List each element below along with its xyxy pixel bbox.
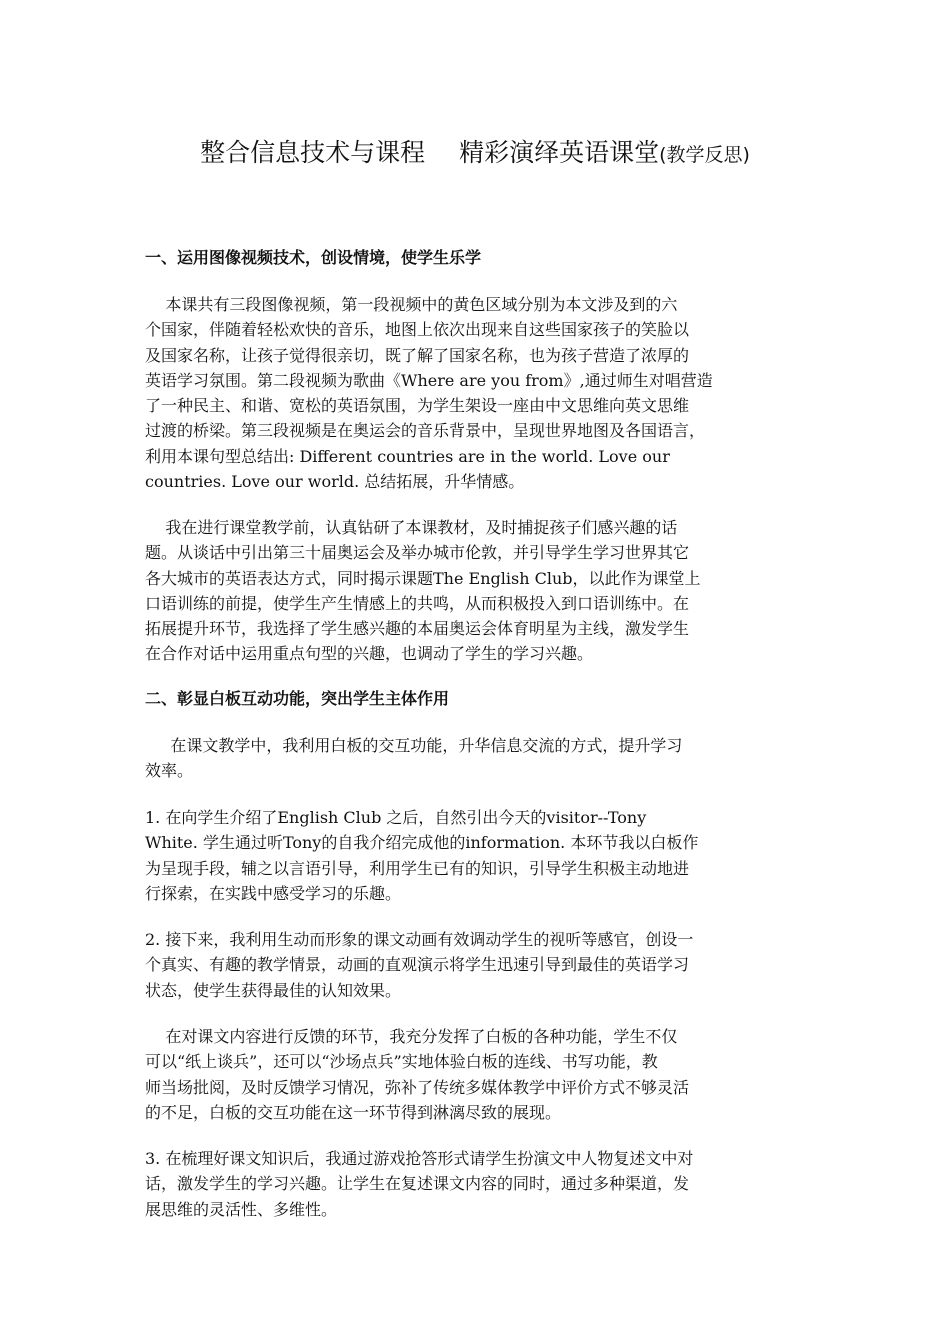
text-line: 了一种民主、和谐、宽松的英语氛围，为学生架设一座由中文思维向英文思维 xyxy=(145,396,690,416)
text-line: 可以“纸上谈兵”，还可以“沙场点兵”实地体验白板的连线、书写功能，教 xyxy=(145,1052,658,1072)
text-line: 在课文教学中，我利用白板的交互功能，升华信息交流的方式，提升学习 xyxy=(145,736,683,755)
text-line: 英语学习氛围。第二段视频为歌曲《Where are you from》,通过师生对唱营造 xyxy=(145,370,713,390)
text-line: 口语训练的前提，使学生产生情感上的共鸣，从而积极投入到口语训练中。在 xyxy=(145,593,690,613)
text-line: 过渡的桥梁。第三段视频是在奥运会的音乐背景中，呈现世界地图及各国语言， xyxy=(145,421,706,441)
text-line: countries. Love our world. 总结拓展，升华情感。 xyxy=(145,472,525,492)
list-item-1 xyxy=(145,805,810,906)
section-1-paragraph-2 xyxy=(145,515,810,667)
text-line: 话，激发学生的学习兴趣。让学生在复述课文内容的同时，通过多种渠道，发 xyxy=(145,1174,690,1194)
title-main: 整合信息技术与课程 xyxy=(200,138,426,167)
list-item-3 xyxy=(145,1146,810,1222)
section-2-paragraph-1 xyxy=(145,733,810,784)
text-line: 的不足，白板的交互功能在这一环节得到淋漓尽致的展现。 xyxy=(145,1102,562,1122)
section-2-paragraph-2 xyxy=(145,1024,810,1125)
text-line: 效率。 xyxy=(145,761,194,781)
list-item-2 xyxy=(145,927,810,1003)
text-line: 利用本课句型总结出: Different countries are in the world. Love our xyxy=(145,446,670,466)
text-line: 状态，使学生获得最佳的认知效果。 xyxy=(145,980,402,1000)
text-line: 本课共有三段图像视频，第一段视频中的黄色区域分别为本文涉及到的六 xyxy=(145,295,678,314)
text-line: 我在进行课堂教学前，认真钻研了本课教材，及时捕捉孩子们感兴趣的话 xyxy=(145,518,678,537)
text-line: White. 学生通过听Tony的自我介绍完成他的information. 本环节我以白板作 xyxy=(145,833,699,853)
text-line: 个真实、有趣的教学情景，动画的直观演示将学生迅速引导到最佳的英语学习 xyxy=(145,955,690,975)
text-line: 在对课文内容进行反馈的环节，我充分发挥了白板的各种功能，学生不仅 xyxy=(145,1027,678,1046)
title-suffix: (教学反思) xyxy=(659,144,750,166)
section-1-paragraph-1 xyxy=(145,292,810,494)
text-line: 个国家，伴随着轻松欢快的音乐，地图上依次出现来自这些国家孩子的笑脸以 xyxy=(145,320,690,340)
document-title xyxy=(0,136,950,172)
text-line: 在合作对话中运用重点句型的兴趣，也调动了学生的学习兴趣。 xyxy=(145,644,594,664)
title-second: 精彩演绎英语课堂 xyxy=(459,138,660,167)
text-line: 行探索，在实践中感受学习的乐趣。 xyxy=(145,883,402,903)
text-line: 及国家名称，让孩子觉得很亲切，既了解了国家名称，也为孩子营造了浓厚的 xyxy=(145,345,690,365)
text-line: 1. 在向学生介绍了English Club 之后，自然引出今天的visitor--Tony xyxy=(145,808,647,827)
section-2-heading: 二、彰显白板互动功能，突出学生主体作用 xyxy=(145,689,450,708)
text-line: 3. 在梳理好课文知识后，我通过游戏抢答形式请学生扮演文中人物复述文中对 xyxy=(145,1149,694,1168)
text-line: 为呈现手段，辅之以言语引导，利用学生已有的知识，引导学生积极主动地进 xyxy=(145,858,690,878)
text-line: 师当场批阅，及时反馈学习情况，弥补了传统多媒体教学中评价方式不够灵活 xyxy=(145,1077,690,1097)
text-line: 2. 接下来，我利用生动而形象的课文动画有效调动学生的视听等感官，创设一 xyxy=(145,930,694,949)
text-line: 各大城市的英语表达方式，同时揭示课题The English Club，以此作为课堂上 xyxy=(145,568,701,588)
text-line: 题。从谈话中引出第三十届奥运会及举办城市伦敦，并引导学生学习世界其它 xyxy=(145,543,690,563)
text-line: 展思维的灵活性、多维性。 xyxy=(145,1199,338,1219)
text-line: 拓展提升环节，我选择了学生感兴趣的本届奥运会体育明星为主线，激发学生 xyxy=(145,619,690,639)
section-1-heading: 一、运用图像视频技术，创设情境，使学生乐学 xyxy=(145,248,482,267)
